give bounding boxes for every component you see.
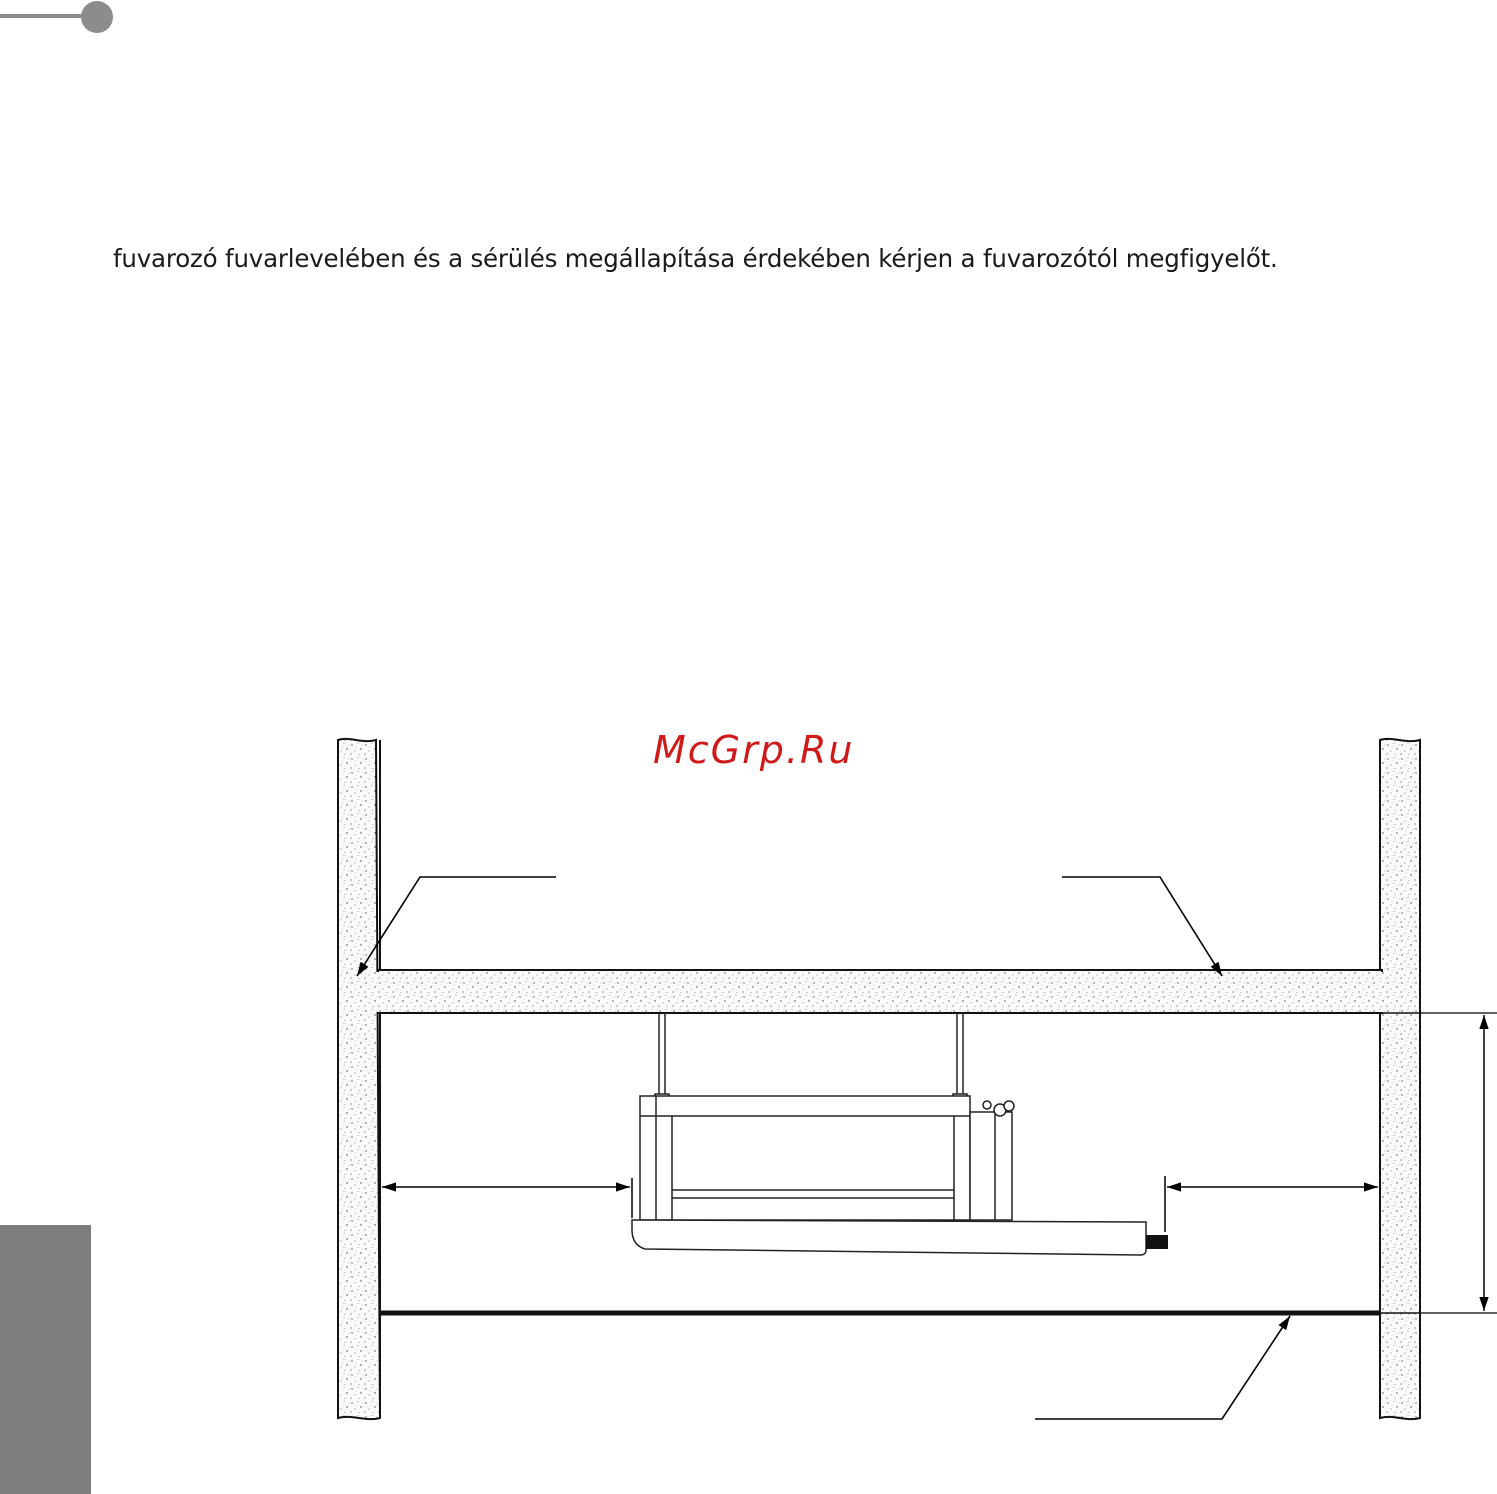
left-wall bbox=[338, 739, 380, 1419]
leader-right bbox=[1062, 877, 1222, 976]
drain-outlet bbox=[1146, 1235, 1168, 1249]
indoor-unit bbox=[640, 1096, 1014, 1220]
leader-left bbox=[357, 877, 556, 976]
drain-pan bbox=[632, 1220, 1146, 1255]
ceiling-slab bbox=[378, 970, 1382, 1013]
leader-bottom bbox=[1035, 1316, 1290, 1419]
body-text: fuvarozó fuvarlevelében és a sérülés megállapítása érdekében kérjen a fuvarozótól megfigyelőt. bbox=[113, 244, 1278, 273]
right-wall bbox=[1380, 739, 1420, 1419]
hanger-rods bbox=[655, 1013, 967, 1108]
watermark-text: McGrp.Ru bbox=[653, 728, 855, 772]
